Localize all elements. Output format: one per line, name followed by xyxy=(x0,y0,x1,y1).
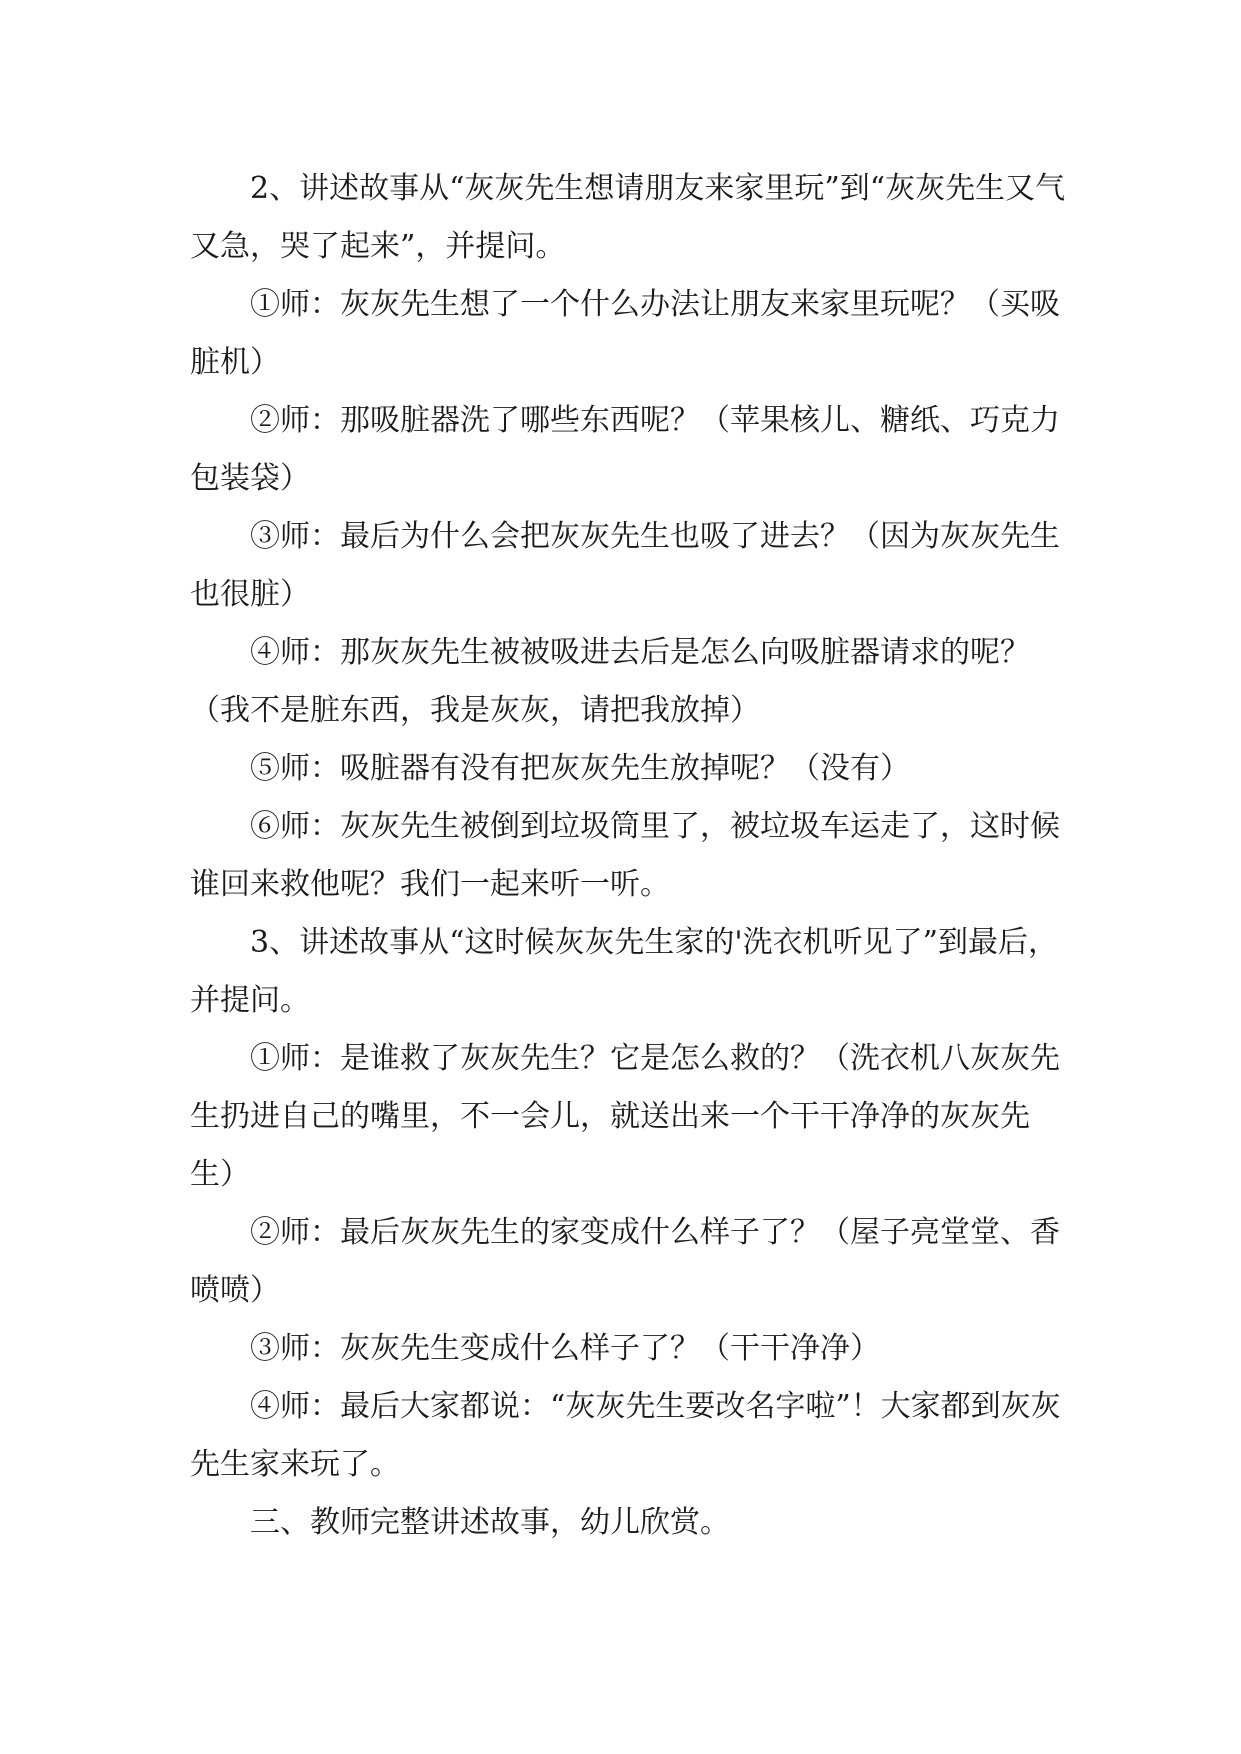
paragraph-question-3: ③师：最后为什么会把灰灰先生也吸了进去？（因为灰灰先生也很脏） xyxy=(190,519,1060,612)
paragraph-question-10: ④师：最后大家都说：“灰灰先生要改名字啦”！大家都到灰灰先生家来玩了。 xyxy=(190,1389,1061,1482)
paragraph-story-part-2: 2、讲述故事从“灰灰先生想请朋友来家里玩”到“灰灰先生又气又急，哭了起来”，并提问。 xyxy=(190,171,1066,264)
document-body xyxy=(190,160,1070,1552)
paragraph-question-9: ③师：灰灰先生变成什么样子了？（干干净净） xyxy=(250,1331,880,1366)
paragraph-question-2: ②师：那吸脏器洗了哪些东西呢？（苹果核儿、糖纸、巧克力包装袋） xyxy=(190,403,1060,496)
paragraph-question-7: ①师：是谁救了灰灰先生？它是怎么救的？（洗衣机八灰灰先生扔进自己的嘴里，不一会儿，就送出来一个干干净净的灰灰先生） xyxy=(190,1041,1060,1192)
paragraph-question-8: ②师：最后灰灰先生的家变成什么样子了？（屋子亮堂堂、香喷喷） xyxy=(190,1215,1060,1308)
paragraph-question-1: ①师：灰灰先生想了一个什么办法让朋友来家里玩呢？（买吸脏机） xyxy=(190,287,1060,380)
paragraph-question-4: ④师：那灰灰先生被被吸进去后是怎么向吸脏器请求的呢？（我不是脏东西，我是灰灰，请把我放掉） xyxy=(190,635,1030,728)
paragraph-story-part-3: 3、讲述故事从“这时候灰灰先生家的'洗衣机听见了”到最后，并提问。 xyxy=(190,925,1059,1018)
paragraph-question-6: ⑥师：灰灰先生被倒到垃圾筒里了，被垃圾车运走了，这时候谁回来救他呢？我们一起来听一听。 xyxy=(190,809,1060,902)
paragraph-section-3: 三、教师完整讲述故事，幼儿欣赏。 xyxy=(250,1505,730,1540)
paragraph-question-5: ⑤师：吸脏器有没有把灰灰先生放掉呢？（没有） xyxy=(250,751,910,786)
